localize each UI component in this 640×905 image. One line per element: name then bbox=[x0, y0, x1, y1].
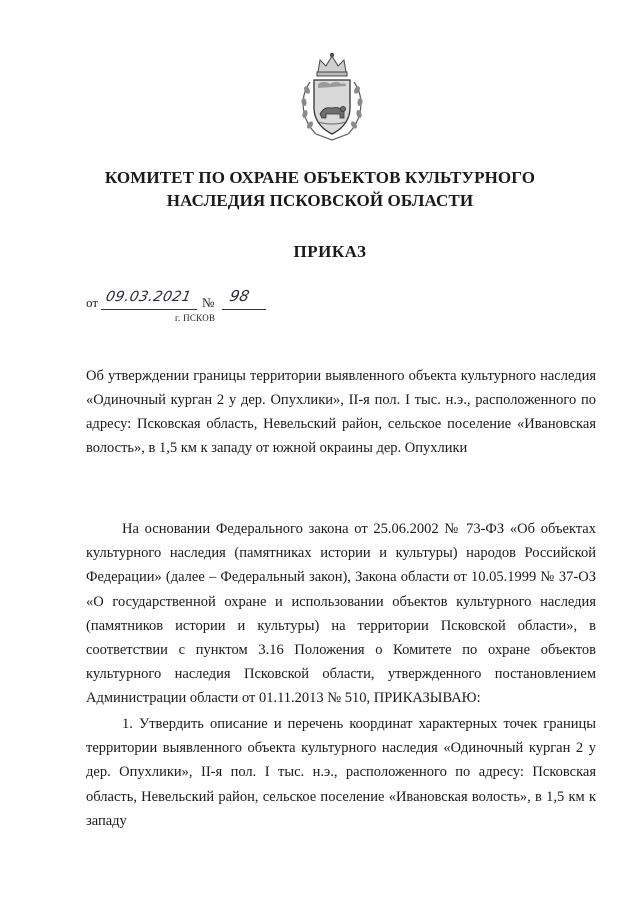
document-type: ПРИКАЗ bbox=[293, 242, 367, 261]
date-underline bbox=[101, 309, 197, 310]
pskov-coat-of-arms-icon bbox=[296, 52, 368, 144]
handwritten-date: 09.03.2021 bbox=[104, 289, 193, 305]
handwritten-number: 98 bbox=[228, 287, 252, 305]
org-title-line-2: НАСЛЕДИЯ ПСКОВСКОЙ ОБЛАСТИ bbox=[166, 191, 474, 210]
body-paragraph-1: На основании Федерального закона от 25.06.2002 № 73-ФЗ «Об объектах культурного наследия (памятниках истории и культуры) народов Российской Федерации» (далее – Федеральный закон), Закона области от 10.05.1999 № 37-ОЗ «О государственной охране и использовании объектов культурного наследия (памятников истории и культуры) на территории Псковской области», в соответствии с пунктом 3.16 Положения о Комитете по охране объектов культурного наследия Псковской области, утвержденного постановлением Администрации области от 01.11.2013 № 510, ПРИКАЗЫВАЮ: bbox=[86, 521, 596, 707]
org-title-line-1: КОМИТЕТ ПО ОХРАНЕ ОБЪЕКТОВ КУЛЬТУРНОГО bbox=[104, 168, 536, 187]
body-paragraph-2: 1. Утвердить описание и перечень координат характерных точек границы территории выявленного объекта культурного наследия «Одиночный курган 2 у дер. Опухлики», II-я пол. I тыс. н.э., расположенного по адресу: Псковская область, Невельский район, сельское поселение «Ивановская волость», в 1,5 км к западу bbox=[86, 716, 596, 829]
city-label: г. ПСКОВ bbox=[175, 313, 216, 323]
organization-title bbox=[60, 166, 580, 212]
number-prefix: № bbox=[202, 295, 215, 310]
date-prefix: от bbox=[86, 295, 99, 310]
number-underline bbox=[222, 309, 266, 310]
order-subject: Об утверждении границы территории выявленного объекта культурного наследия «Одиночный курган 2 у дер. Опухлики», II-я пол. I тыс. н.э., расположенного по адресу: Псковская область, Невельский район, сельское поселение «Ивановская волость», в 1,5 км к западу от южной окраины дер. Опухлики bbox=[86, 368, 596, 456]
